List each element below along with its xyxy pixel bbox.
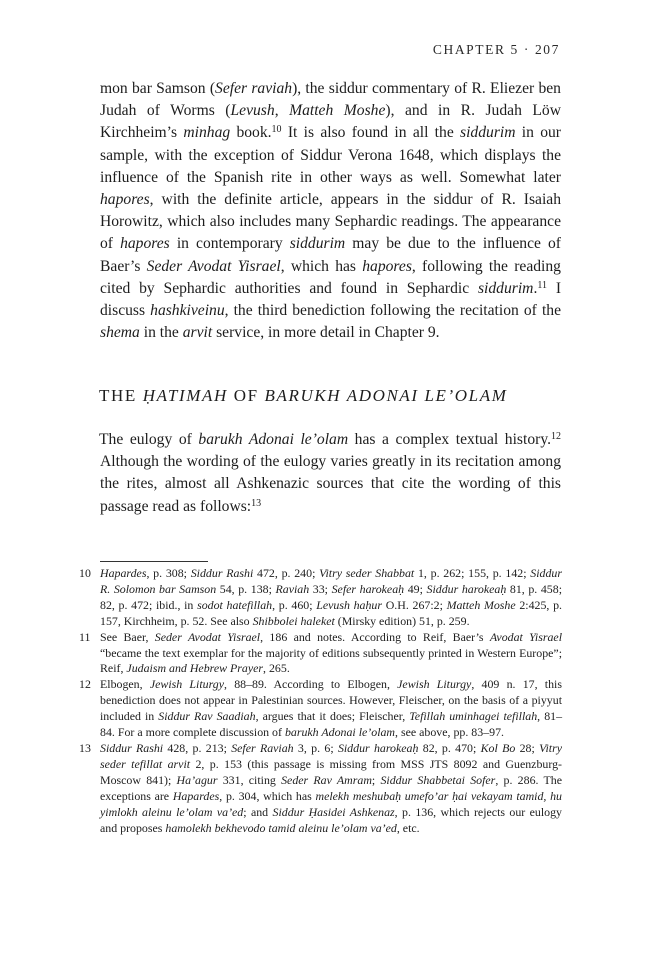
italic-text: Kol Bo bbox=[480, 740, 516, 755]
running-head: CHAPTER 5 · 207 bbox=[432, 42, 560, 57]
italic-text: Levush bbox=[230, 102, 275, 120]
text-run: , bbox=[274, 102, 290, 120]
text-run: mon bar Samson ( bbox=[100, 80, 216, 97]
footnote-13 bbox=[79, 741, 562, 836]
italic-text: Seder Rav Amram bbox=[281, 772, 372, 787]
italic-text: shema bbox=[100, 324, 140, 342]
text-run: ), and in R. Judah Löw Kirchheim’s bbox=[100, 102, 561, 142]
italic-text: Levush haḥur bbox=[316, 597, 382, 612]
footnote-12 bbox=[79, 677, 562, 741]
italic-text: siddurim bbox=[477, 279, 534, 297]
text-run: ; bbox=[371, 772, 381, 787]
text-run: Although the wording of the eulogy varies greatly in its recitation among the rites, almost all Ashkenazic sources that cite the wording of this passage read as follows: bbox=[100, 453, 561, 515]
text-run: , which has bbox=[280, 257, 363, 275]
text-run: 2, p. 153 (this passage is missing from MSS JTS 8092 and Guenzburg-Moscow 841); bbox=[100, 756, 563, 787]
text-run: in our sample, with the exception of Siddur Verona 1648, which displays the influence of the Spanish rite in other ways as well. Somewhat later bbox=[100, 124, 561, 186]
text-run: 33; bbox=[309, 581, 332, 596]
italic-text: melekh meshubaḥ umefo’ar ḥai vekayam tamid, hu yimlokh aleinu le’olam va’ed bbox=[100, 788, 563, 819]
italic-text: Ha’agur bbox=[176, 772, 218, 787]
italic-text: Vitry seder Shabbat bbox=[319, 566, 415, 580]
italic-text: Siddur Rashi bbox=[190, 566, 254, 580]
text-run: 3, p. 6; bbox=[293, 740, 338, 755]
text-run: , p. 286. The exceptions are bbox=[100, 772, 562, 803]
text-run: ), the siddur commentary of R. Eliezer ben Judah of Worms ( bbox=[100, 80, 561, 120]
text-run: , 88–89. According to Elbogen, bbox=[224, 677, 398, 692]
text-run: , p. 304, which has bbox=[219, 788, 316, 803]
text-run: The eulogy of bbox=[99, 431, 199, 448]
text-run: . bbox=[533, 279, 538, 297]
italic-text: Matteh Moshe bbox=[289, 102, 386, 120]
text-run: 49; bbox=[404, 581, 427, 596]
footnote-ref: 11 bbox=[537, 279, 547, 291]
body-paragraph-1 bbox=[100, 78, 561, 344]
footnote-number: 11 bbox=[79, 629, 91, 644]
italic-text: Siddur Ḥasidei Ashkenaz bbox=[272, 804, 395, 819]
italic-text: siddurim bbox=[289, 235, 346, 253]
text-run: in the bbox=[139, 324, 183, 342]
text-run: OF bbox=[227, 386, 265, 405]
footnote-number: 13 bbox=[79, 740, 91, 755]
italic-text: Shibbolei haleket bbox=[252, 613, 335, 628]
text-run: 428, p. 213; bbox=[163, 740, 232, 755]
italic-text: Sefer raviah bbox=[215, 80, 293, 97]
text-run: book. bbox=[230, 124, 272, 142]
footnotes bbox=[79, 566, 562, 836]
italic-text: hamolekh bekhevodo tamid aleinu le’olam va’ed bbox=[165, 820, 397, 835]
footnote-10 bbox=[79, 566, 562, 630]
section-heading bbox=[99, 386, 579, 406]
text-run: O.H. 267:2; bbox=[382, 597, 447, 612]
text-run: THE bbox=[99, 386, 143, 405]
text-run: 54, p. 138; bbox=[216, 581, 276, 596]
italic-text: Jewish Liturgy bbox=[149, 677, 224, 692]
text-run: , 265. bbox=[263, 661, 290, 676]
text-run: 472, p. 240; bbox=[253, 566, 320, 580]
text-run: , see above, pp. 83–97. bbox=[395, 725, 505, 740]
italic-text: hapores bbox=[120, 235, 170, 253]
italic-text: hapores bbox=[362, 257, 412, 275]
italic-text: Matteh Moshe bbox=[446, 597, 516, 612]
italic-text: Seder Avodat Yisrael bbox=[154, 629, 261, 644]
italic-text: Hapardes bbox=[100, 566, 147, 580]
text-run: in contemporary bbox=[169, 235, 290, 253]
text-run: Elbogen, bbox=[100, 677, 150, 692]
italic-text: Avodat Yisrael bbox=[489, 629, 562, 644]
text-run: , the third benediction following the recitation of the bbox=[224, 302, 561, 320]
text-run: It is also found in all the bbox=[281, 124, 461, 142]
italic-text: minhag bbox=[183, 124, 231, 142]
text-run: 2:425, p. 157, Kirchheim, p. 52. See also bbox=[100, 597, 563, 628]
text-run: 331, citing bbox=[217, 772, 282, 787]
text-run: (Mirsky edition) 51, p. 259. bbox=[334, 613, 470, 628]
footnote-number: 12 bbox=[79, 677, 91, 692]
footnote-ref: 10 bbox=[271, 124, 282, 136]
text-run: , following the reading cited by Sephardic authorities and found in Sephardic bbox=[100, 257, 561, 297]
italic-text: ḤATIMAH bbox=[142, 386, 228, 405]
text-run: , etc. bbox=[396, 820, 420, 835]
italic-text: Hapardes bbox=[172, 788, 220, 803]
italic-text: Jewish Liturgy bbox=[397, 677, 472, 692]
italic-text: Sefer harokeaḥ bbox=[331, 581, 405, 596]
text-run: service, in more detail in Chapter 9. bbox=[212, 324, 440, 342]
text-run: , 409 n. 17, this benediction does not appear in Palestinian sources. However, Fleischer, on the basis of a piyyut included in bbox=[100, 677, 562, 724]
body-paragraph-2 bbox=[100, 429, 561, 518]
italic-text: Tefillah uminhagei tefillah bbox=[409, 709, 538, 724]
italic-text: hashkiveinu bbox=[150, 302, 225, 320]
text-run: ; and bbox=[243, 804, 273, 819]
text-run: I discuss bbox=[100, 279, 562, 320]
text-run: , p. 460; bbox=[272, 597, 317, 612]
italic-text: Vitry seder tefillat arvit bbox=[100, 740, 563, 771]
text-run: 81, p. 458; 82, p. 472; ibid., in bbox=[100, 581, 563, 612]
italic-text: sodot hatefillah bbox=[197, 597, 273, 612]
italic-text: barukh Adonai le’olam bbox=[284, 725, 396, 740]
text-run: 1, p. 262; 155, p. 142; bbox=[414, 566, 531, 580]
text-run: See Baer, bbox=[100, 629, 155, 644]
footnote-ref: 13 bbox=[251, 497, 262, 509]
italic-text: barukh Adonai le’olam bbox=[198, 431, 349, 448]
italic-text: Siddur harokeaḥ bbox=[426, 581, 507, 596]
text-run: “became the text exemplar for the majority of editions subsequently printed in Western Europe”; Reif, bbox=[100, 645, 562, 676]
text-run: 82, p. 470; bbox=[418, 740, 481, 755]
italic-text: hapores bbox=[100, 191, 150, 209]
footnote-ref: 12 bbox=[551, 431, 561, 442]
italic-text: Siddur Rashi bbox=[100, 740, 164, 755]
text-run: 28; bbox=[515, 740, 540, 755]
italic-text: Sefer Raviah bbox=[231, 740, 294, 755]
italic-text: siddurim bbox=[460, 124, 516, 142]
text-run: , 81–84. For a more complete discussion of bbox=[100, 709, 563, 740]
italic-text: Siddur R. Solomon bar Samson bbox=[100, 566, 562, 596]
text-run: may be due to the influence of Baer’s bbox=[100, 235, 562, 275]
text-run: has a complex textual history. bbox=[348, 431, 551, 448]
footnote-11 bbox=[79, 630, 562, 678]
italic-text: Judaism and Hebrew Prayer bbox=[126, 661, 264, 676]
text-run: , with the definite article, appears in the siddur of R. Isaiah Horowitz, which also includes many Sephardic readings. The appearance of bbox=[100, 191, 561, 253]
italic-text: Siddur harokeaḥ bbox=[337, 740, 419, 755]
text-run: , p. 136, which rejects our eulogy and proposes bbox=[100, 804, 562, 835]
text-run: , p. 308; bbox=[146, 566, 191, 580]
italic-text: arvit bbox=[182, 324, 213, 342]
italic-text: Siddur Shabbetai Sofer bbox=[380, 772, 496, 787]
italic-text: Seder Avodat Yisrael bbox=[146, 257, 281, 275]
footnote-number: 10 bbox=[79, 566, 91, 580]
text-run: , 186 and notes. According to Reif, Baer’s bbox=[260, 629, 490, 644]
italic-text: Siddur Rav Saadiah bbox=[158, 709, 256, 724]
text-run: , argues that it does; Fleischer, bbox=[255, 709, 410, 724]
italic-text: Raviah bbox=[275, 581, 310, 596]
italic-text: BARUKH ADONAI LE’OLAM bbox=[264, 386, 508, 405]
footnote-separator bbox=[100, 561, 208, 562]
